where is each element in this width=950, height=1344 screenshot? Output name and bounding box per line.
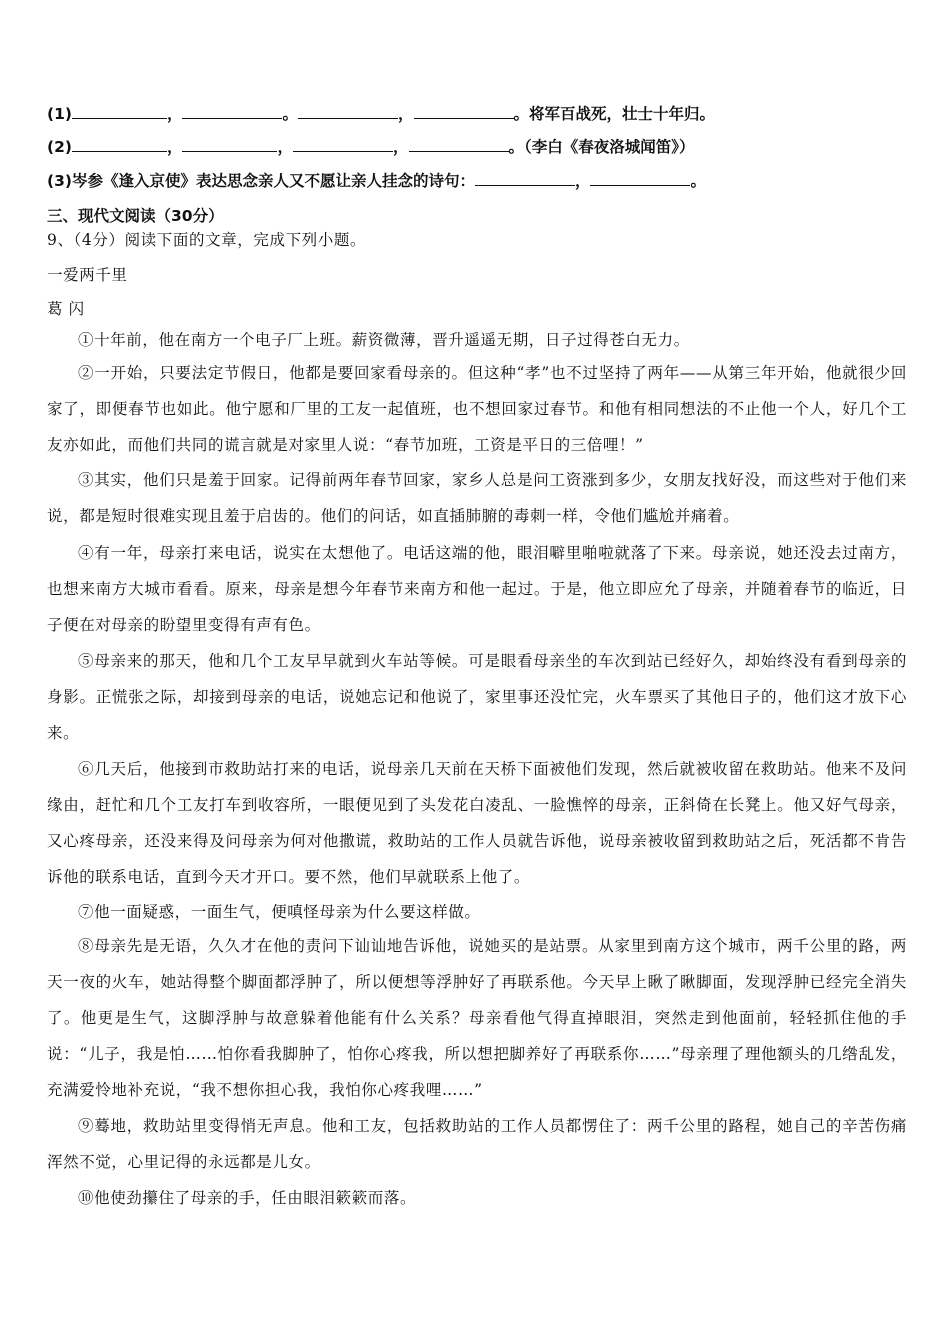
q1-blank-3[interactable] xyxy=(298,104,398,119)
q1-blank-4[interactable] xyxy=(414,104,514,119)
q2-blank-1[interactable] xyxy=(72,137,167,152)
article-paragraph-6: ⑥几天后，他接到市救助站打来的电话，说母亲几天前在天桥下面被他们发现，然后就被收留在救助站。他来不及问缘由，赶忙和几个工友打车到收容所，一眼便见到了头发花白凌乱、一脸憔悴的母亲，正斜倚在长凳上。他又好气母亲，又心疼母亲，还没来得及问母亲为何对他撒谎，救助站的工作人员就告诉他，说母亲被收留到救助站之后，死活都不肯告诉他的联系电话，直到今天才开口。要不然，他们早就联系上他了。 xyxy=(47,760,907,886)
article-paragraph-7: ⑦他一面疑惑，一面生气，便嗔怪母亲为什么要这样做。 xyxy=(78,903,481,921)
q2-number: (2) xyxy=(47,138,72,156)
q1-ending: 。将军百战死，壮士十年归。 xyxy=(513,105,716,123)
q2-sep-2: ， xyxy=(277,138,293,156)
article-paragraph-9: ⑨蓦地，救助站里变得悄无声息。他和工友，包括救助站的工作人员都愣住了：两千公里的路程，她自己的辛苦伤痛浑然不觉，心里记得的永远都是儿女。 xyxy=(47,1117,907,1171)
q2-ending: 。（李白《春夜洛城闻笛》） xyxy=(508,138,695,156)
q2-blank-3[interactable] xyxy=(293,137,393,152)
article-paragraph-3: ③其实，他们只是羞于回家。记得前两年春节回家，家乡人总是问工资涨到多少，女朋友找好没，而这些对于他们来说，都是短时很难实现且羞于启齿的。他们的问话，如直插肺腑的毒刺一样，令他们尴尬并痛着。 xyxy=(47,471,907,525)
article-paragraph-1: ①十年前，他在南方一个电子厂上班。薪资微薄，晋升遥遥无期，日子过得苍白无力。 xyxy=(78,331,690,349)
q2-blank-4[interactable] xyxy=(409,137,509,152)
q2-sep-1: ， xyxy=(166,138,183,156)
q1-blank-2[interactable] xyxy=(182,104,282,119)
q1-number: (1) xyxy=(47,105,72,123)
article-paragraph-10: ⑩他使劲攥住了母亲的手，任由眼泪簌簌而落。 xyxy=(78,1189,417,1207)
question-prompt: 9、（4分）阅读下面的文章，完成下列小题。 xyxy=(47,231,367,249)
fill-blank-q3 xyxy=(47,171,907,191)
article-paragraph-4: ④有一年，母亲打来电话，说实在太想他了。电话这端的他，眼泪噼里啪啦就落了下来。母亲说，她还没去过南方，也想来南方大城市看看。原来，母亲是想今年春节来南方和他一起过。于是，他立即应允了母亲，并随着春节的临近，日子便在对母亲的盼望里变得有声有色。 xyxy=(47,544,907,634)
q3-blank-2[interactable] xyxy=(590,171,690,186)
article-title: 一爱两千里 xyxy=(47,266,128,284)
fill-blank-q1 xyxy=(47,104,907,124)
section-heading: 三、现代文阅读（30分） xyxy=(47,207,224,225)
q1-sep-3: ， xyxy=(397,105,414,123)
q1-sep-1: ， xyxy=(166,105,183,123)
q3-blank-1[interactable] xyxy=(475,171,575,186)
q2-sep-3: ， xyxy=(392,138,409,156)
q1-sep-2: 。 xyxy=(282,105,298,123)
article-paragraph-2: ②一开始，只要法定节假日，他都是要回家看母亲的。但这种“孝”也不过坚持了两年——从第三年开始，他就很少回家了，即便春节也如此。他宁愿和厂里的工友一起值班，也不想回家过春节。和他有相同想法的不止他一个人，好几个工友亦如此，而他们共同的谎言就是对家里人说：“春节加班，工资是平日的三倍哩！” xyxy=(47,364,907,454)
q2-blank-2[interactable] xyxy=(182,137,277,152)
q3-sep-1: ， xyxy=(574,172,591,190)
article-paragraph-5: ⑤母亲来的那天，他和几个工友早早就到火车站等候。可是眼看母亲坐的车次到站已经好久，却始终没有看到母亲的身影。正慌张之际，却接到母亲的电话，说她忘记和他说了，家里事还没忙完，火车票买了其他日子的，他们这才放下心来。 xyxy=(47,652,907,742)
article-paragraph-8: ⑧母亲先是无语，久久才在他的责问下讪讪地告诉他，说她买的是站票。从家里到南方这个城市，两千公里的路，两天一夜的火车，她站得整个脚面都浮肿了，所以便想等浮肿好了再联系他。今天早上瞅了瞅脚面，发现浮肿已经完全消失了。他更是生气，这脚浮肿与故意躲着他能有什么关系？母亲看他气得直掉眼泪，突然走到他面前，轻轻抓住他的手说：“儿子，我是怕……怕你看我脚肿了，怕你心疼我，所以想把脚养好了再联系你……”母亲理了理他额头的几绺乱发，充满爱怜地补充说，“我不想你担心我，我怕你心疼我哩……” xyxy=(47,937,907,1099)
article-author: 葛 闪 xyxy=(47,300,85,318)
fill-blank-q2 xyxy=(47,137,907,157)
q3-ending: 。 xyxy=(690,172,706,190)
q1-blank-1[interactable] xyxy=(72,104,167,119)
q3-text: (3)岑参《逢入京使》表达思念亲人又不愿让亲人挂念的诗句： xyxy=(47,172,475,190)
